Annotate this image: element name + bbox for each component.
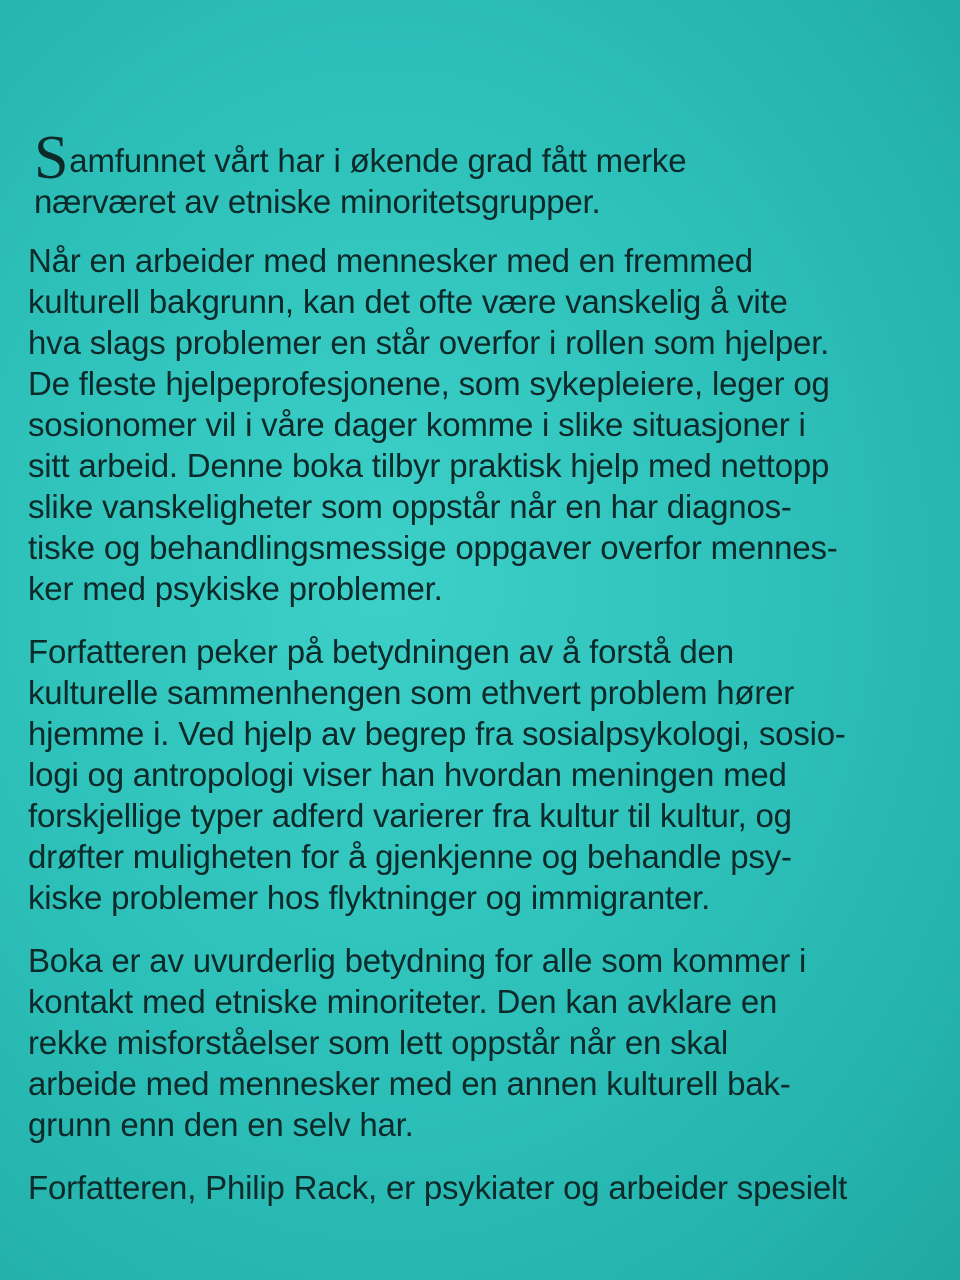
text-line: hva slags problemer en står overfor i rollen som hjelper.: [28, 324, 830, 361]
text-line: Forfatteren, Philip Rack, er psykiater og arbeider spesielt: [28, 1169, 848, 1206]
text-line: arbeide med mennesker med en annen kulturell bak-: [28, 1065, 791, 1102]
text-line: Boka er av uvurderlig betydning for alle som kommer i: [28, 942, 807, 979]
text-line: kulturelle sammenhengen som ethvert problem hører: [28, 674, 795, 711]
paragraph-author-focus: [28, 631, 958, 918]
text-line: kontakt med etniske minoriteter. Den kan avklare en: [28, 983, 778, 1020]
paragraph-intro: [28, 124, 958, 222]
text-line: rekke misforståelser som lett oppstår når en skal: [28, 1024, 728, 1061]
text-line: [34, 124, 958, 192]
text-line: hjemme i. Ved hjelp av begrep fra sosialpsykologi, sosio-: [28, 715, 846, 752]
paragraph-value: [28, 940, 958, 1145]
text-line: nærværet av etniske minoritetsgrupper.: [34, 183, 601, 220]
book-back-cover-text: [28, 120, 958, 1230]
text-line: sosionomer vil i våre dager komme i slike situasjoner i: [28, 406, 806, 443]
paragraph-context: [28, 240, 958, 609]
text-line: sitt arbeid. Denne boka tilbyr praktisk hjelp med nettopp: [28, 447, 830, 484]
paragraph-author-bio: [28, 1167, 958, 1208]
text-line: kulturell bakgrunn, kan det ofte være vanskelig å vite: [28, 283, 788, 320]
text-line: grunn enn den en selv har.: [28, 1106, 414, 1143]
text-line: Forfatteren peker på betydningen av å forstå den: [28, 633, 734, 670]
text-line: kiske problemer hos flyktninger og immigranter.: [28, 879, 711, 916]
text-line: Når en arbeider med mennesker med en fremmed: [28, 242, 753, 279]
text-line: logi og antropologi viser han hvordan meningen med: [28, 756, 787, 793]
text-line-content: amfunnet vårt har i økende grad fått merke: [69, 142, 687, 179]
text-line: drøfter muligheten for å gjenkjenne og behandle psy-: [28, 838, 792, 875]
text-line: De fleste hjelpeprofesjonene, som sykepleiere, leger og: [28, 365, 830, 402]
drop-cap: S: [34, 124, 69, 192]
text-line: slike vanskeligheter som oppstår når en har diagnos-: [28, 488, 792, 525]
text-line: tiske og behandlingsmessige oppgaver overfor mennes-: [28, 529, 838, 566]
text-line: ker med psykiske problemer.: [28, 570, 443, 607]
text-line: forskjellige typer adferd varierer fra kultur til kultur, og: [28, 797, 792, 834]
